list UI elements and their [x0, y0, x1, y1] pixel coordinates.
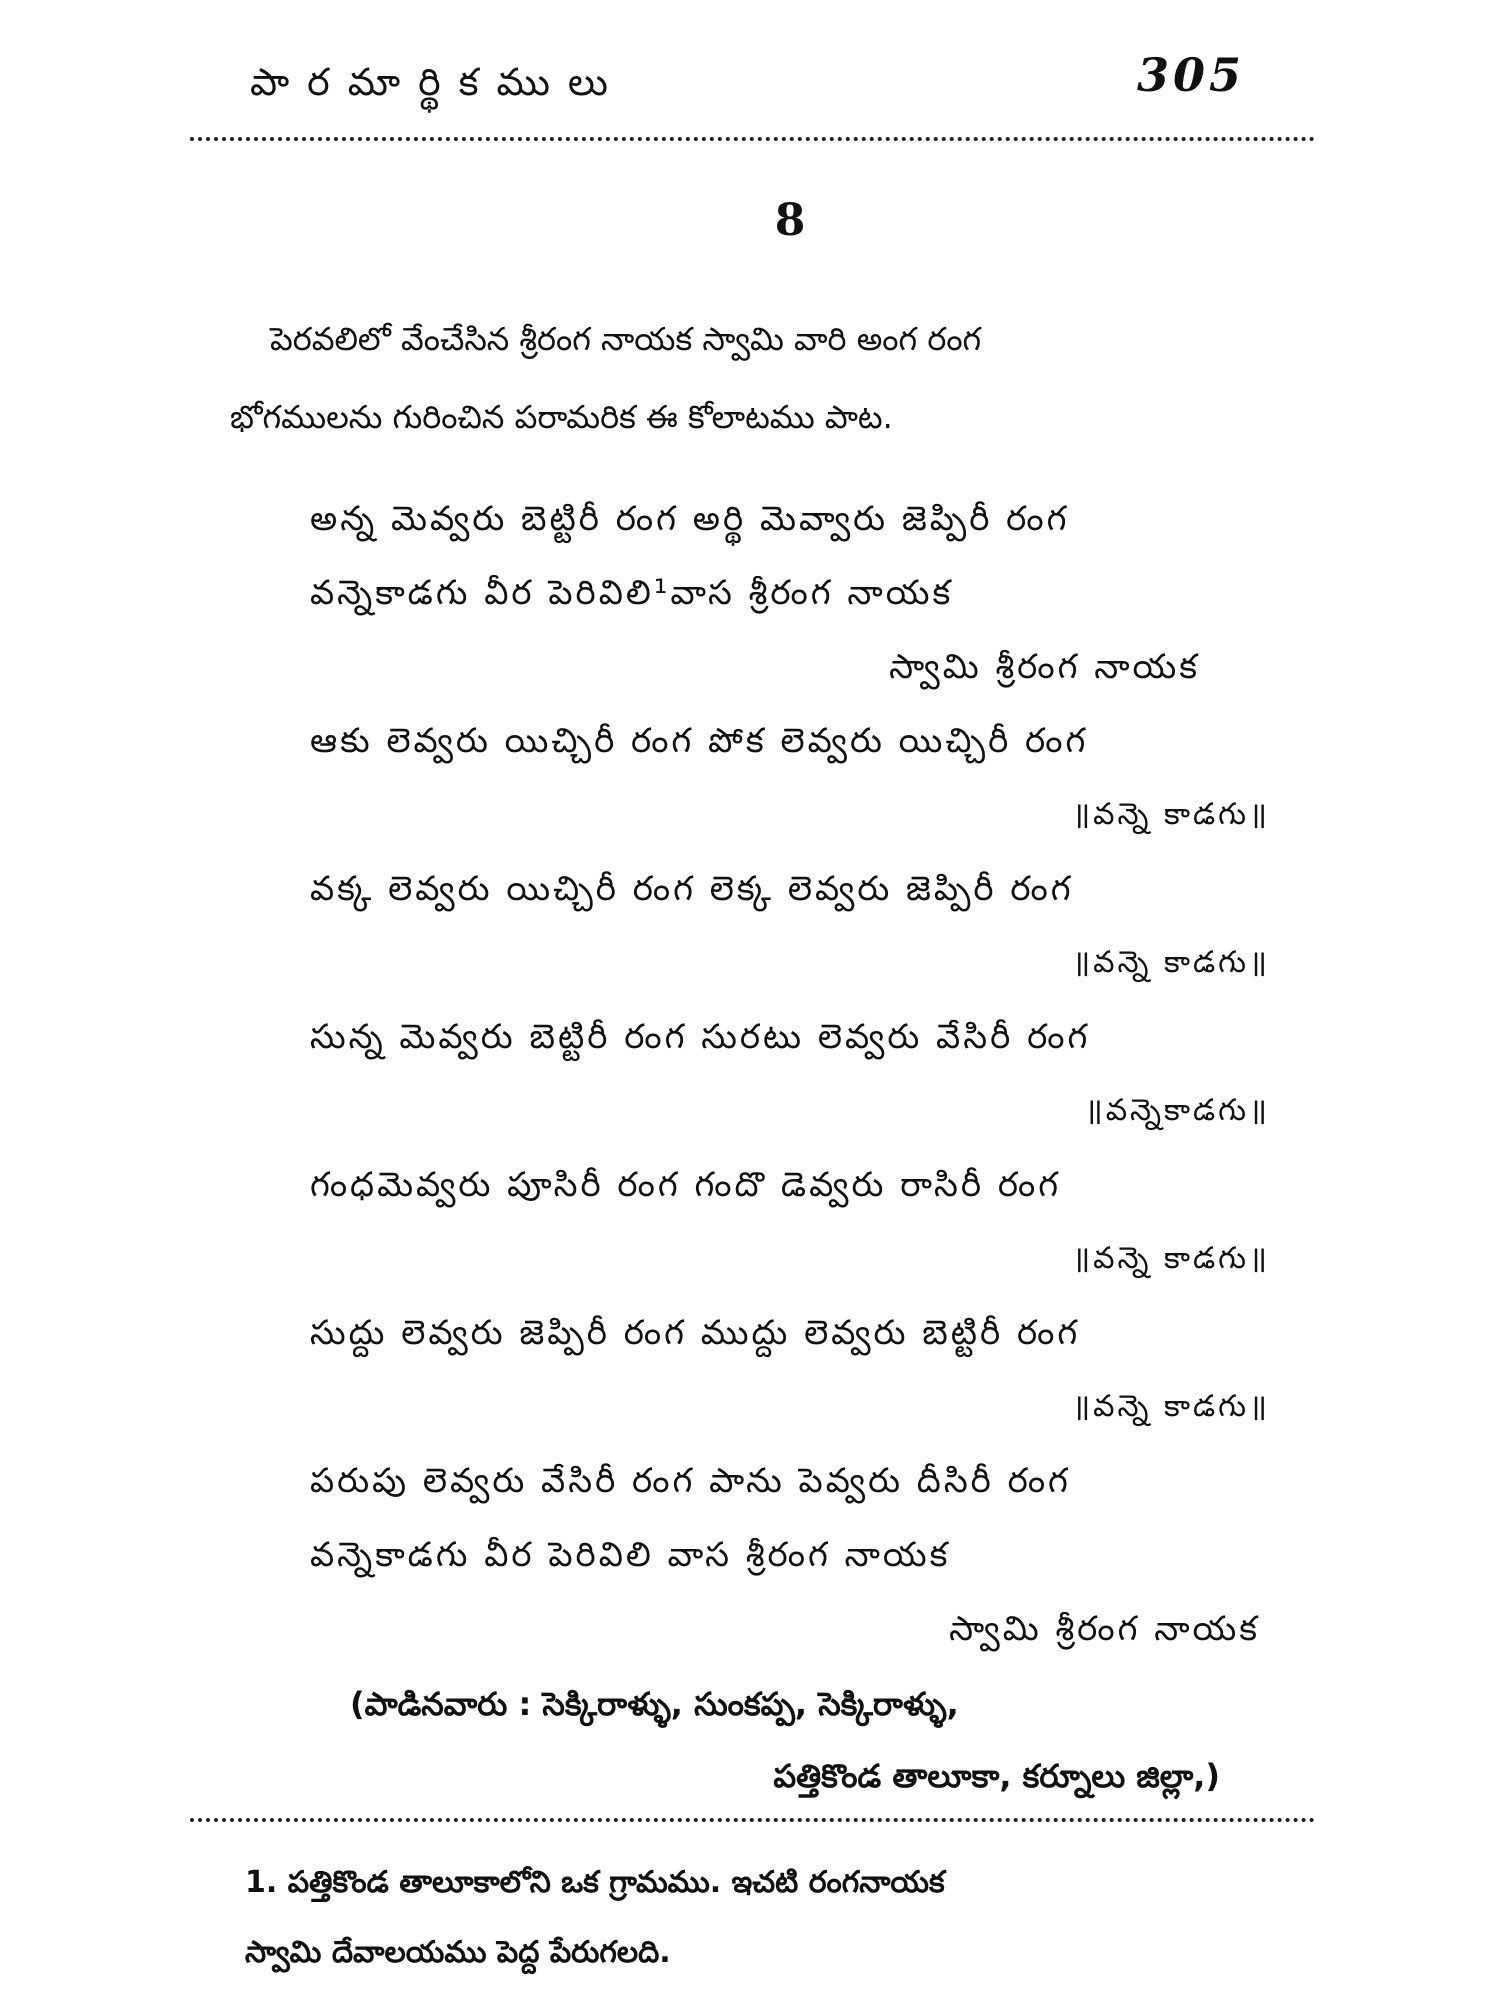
song-line: గంధమెవ్వరు పూసిరీ రంగ గందొ డెవ్వరు రాసిరీ రంగ — [310, 1165, 1062, 1205]
song-lyrics — [310, 482, 1270, 1666]
footnote — [245, 1848, 1285, 1988]
song-refrain: ॥వన్నె కాడగు॥ — [1072, 945, 1270, 980]
song-line: వన్నెకాడగు వీర పెరివిలి వాస శ్రీరంగ నాయక — [310, 1535, 951, 1575]
song-line: అన్న మెవ్వరు బెట్టిరీ రంగ అర్థి మెవ్వారు జెప్పిరీ రంగ — [310, 499, 1070, 539]
song-line: వక్క లెవ్వరు యిచ్చిరీ రంగ లెక్క లెవ్వరు జెప్పిరీ రంగ — [310, 869, 1074, 909]
song-line: వన్నెకాడగు వీర పెరివిలి¹వాస శ్రీరంగ నాయక — [310, 573, 954, 613]
intro-line: భోగములను గురించిన పరామరిక ఈ కోలాటము పాట. — [230, 398, 893, 436]
song-refrain: ॥వన్నెకాడగు॥ — [1084, 1093, 1270, 1128]
footnote-line: 1. పత్తికొండ తాలూకాలోని ఒక గ్రామము. ఇచటి రంగనాయక — [245, 1865, 945, 1900]
footnote-line: స్వామి దేవాలయము పెద్ద పేరుగలది. — [245, 1935, 671, 1970]
song-line: సున్న మెవ్వరు బెట్టిరీ రంగ సురటు లెవ్వరు వేసిరీ రంగ — [310, 1017, 1091, 1057]
credit-line: పత్తికొండ తాలూకా, కర్నూలు జిల్లా,) — [773, 1757, 1220, 1795]
song-line: పరుపు లెవ్వరు వేసిరీ రంగ పాను పెవ్వరు దీసిరీ రంగ — [310, 1461, 1071, 1501]
singer-credit — [350, 1668, 1230, 1812]
intro-line: పెరవలిలో వేంచేసిన శ్రీరంగ నాయక స్వామి వారి అంగ రంగ — [270, 320, 982, 358]
song-line: స్వామి శ్రీరంగ నాయక — [889, 647, 1200, 687]
running-head: పారమార్థికములు — [250, 60, 626, 104]
song-refrain: ॥వన్నె కాడగు॥ — [1072, 1241, 1270, 1276]
credit-line: (పాడినవారు : సెక్కిరాళ్ళు, సుంకప్ప, సెక్కిరాళ్ళు, — [350, 1685, 959, 1723]
header-rule — [190, 137, 1315, 141]
page-number: 305 — [1136, 48, 1245, 102]
song-refrain: ॥వన్నె కాడగు॥ — [1072, 797, 1270, 832]
song-line: సుద్దు లెవ్వరు జెప్పిరీ రంగ ముద్దు లెవ్వరు బెట్టిరీ రంగ — [310, 1313, 1081, 1353]
section-number: 8 — [774, 195, 806, 246]
footnote-rule — [190, 1818, 1315, 1822]
song-line: స్వామి శ్రీరంగ నాయక — [949, 1609, 1260, 1649]
intro-paragraph — [230, 300, 1270, 456]
song-line: ఆకు లెవ్వరు యిచ్చిరీ రంగ పోక లెవ్వరు యిచ్చిరీ రంగ — [310, 721, 1089, 761]
song-refrain: ॥వన్నె కాడగు॥ — [1072, 1389, 1270, 1424]
